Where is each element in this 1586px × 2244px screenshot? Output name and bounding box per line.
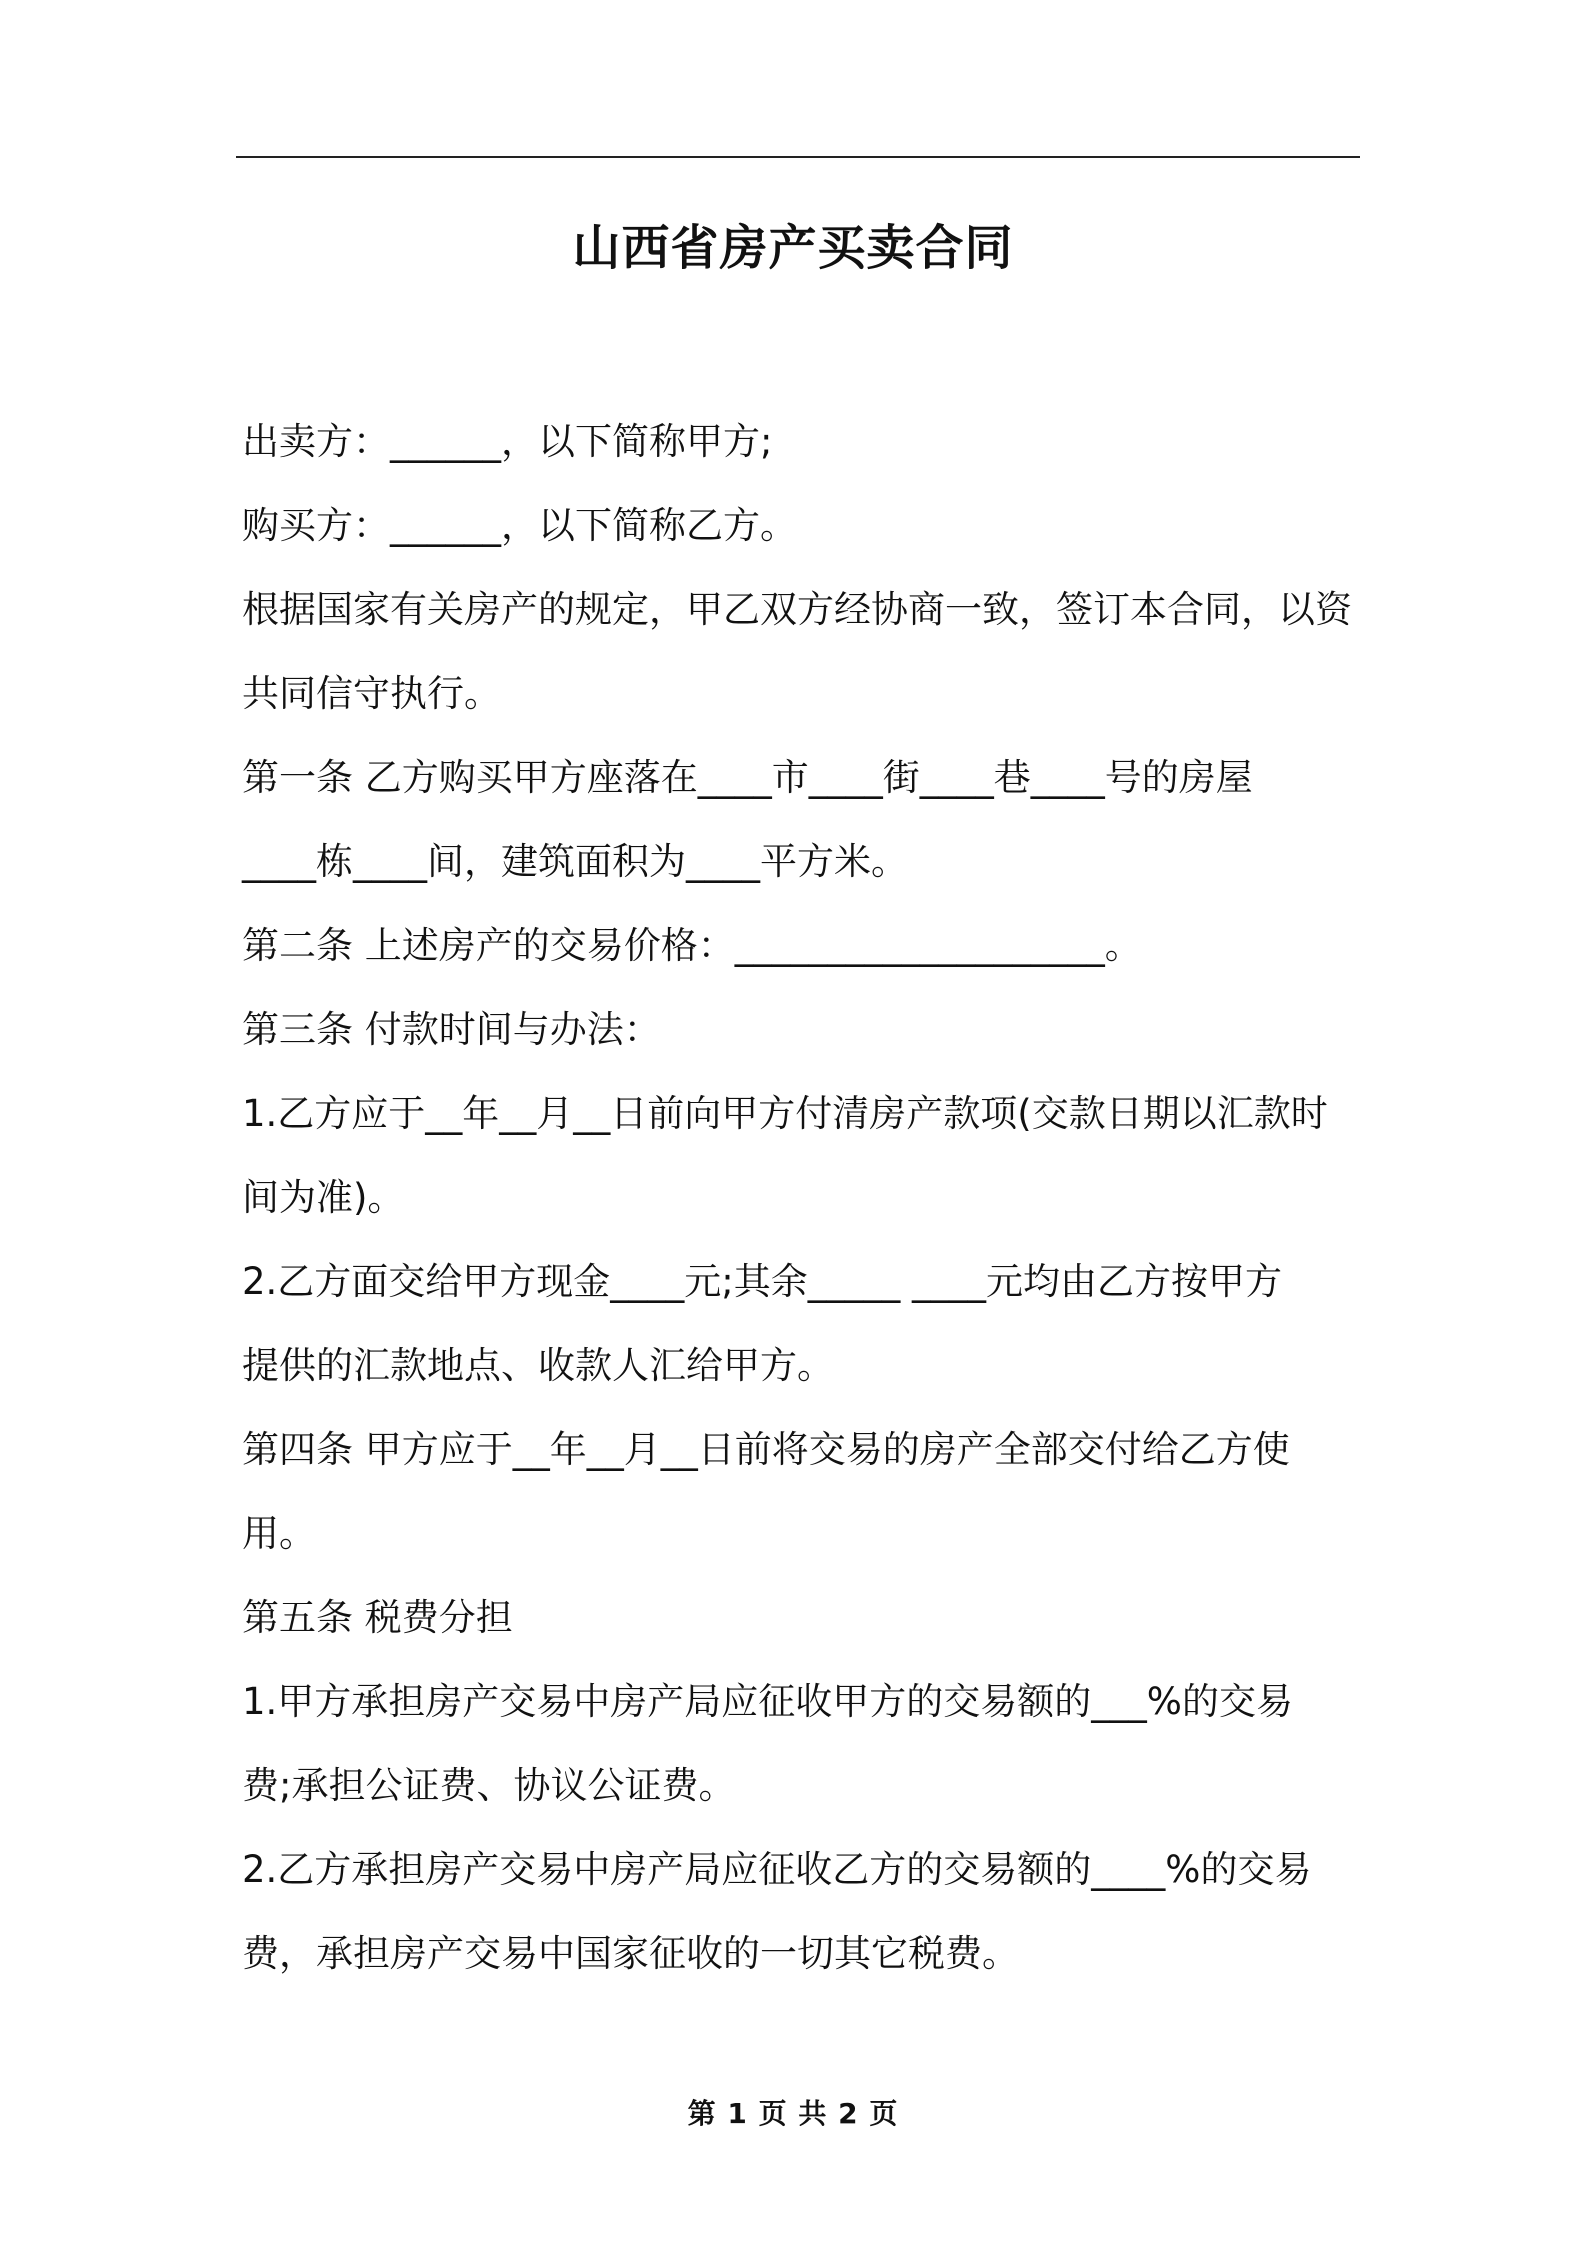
document-title: 山西省房产买卖合同 xyxy=(572,220,1014,276)
article-3-item-1-line-1: 1.乙方应于__年__月__日前向甲方付清房产款项(交款日期以汇款时 xyxy=(242,1092,1328,1135)
article-3-item-2-line-1: 2.乙方面交给甲方现金____元;其余_____ ____元均由乙方按甲方 xyxy=(242,1260,1283,1303)
contract-body xyxy=(242,400,1366,1996)
page-number-footer: 第 1 页 共 2 页 xyxy=(687,2097,899,2130)
seller-line: 出卖方：______，以下简称甲方; xyxy=(242,420,773,463)
preamble-line-1: 根据国家有关房产的规定，甲乙双方经协商一致，签订本合同，以资 xyxy=(242,588,1352,631)
article-4-line-1: 第四条 甲方应于__年__月__日前将交易的房产全部交付给乙方使 xyxy=(242,1428,1290,1471)
article-5-item-2-line-1: 2.乙方承担房产交易中房产局应征收乙方的交易额的____%的交易 xyxy=(242,1848,1312,1891)
buyer-line: 购买方：______，以下简称乙方。 xyxy=(242,504,797,547)
article-3-item-2-line-2: 提供的汇款地点、收款人汇给甲方。 xyxy=(242,1344,834,1387)
article-2-line: 第二条 上述房产的交易价格：____________________。 xyxy=(242,924,1142,967)
article-4-line-2: 用。 xyxy=(242,1512,316,1555)
article-5-heading: 第五条 税费分担 xyxy=(242,1596,513,1639)
preamble-line-2: 共同信守执行。 xyxy=(242,672,501,715)
article-5-item-1-line-1: 1.甲方承担房产交易中房产局应征收甲方的交易额的___%的交易 xyxy=(242,1680,1293,1723)
article-3-item-1-line-2: 间为准)。 xyxy=(242,1176,405,1219)
article-5-item-2-line-2: 费，承担房产交易中国家征收的一切其它税费。 xyxy=(242,1932,1019,1975)
header-rule xyxy=(236,156,1360,158)
article-1-line-2: ____栋____间，建筑面积为____平方米。 xyxy=(242,840,908,883)
article-1-line-1: 第一条 乙方购买甲方座落在____市____街____巷____号的房屋 xyxy=(242,756,1253,799)
article-5-item-1-line-2: 费;承担公证费、协议公证费。 xyxy=(242,1764,736,1807)
article-3-heading: 第三条 付款时间与办法： xyxy=(242,1008,661,1051)
